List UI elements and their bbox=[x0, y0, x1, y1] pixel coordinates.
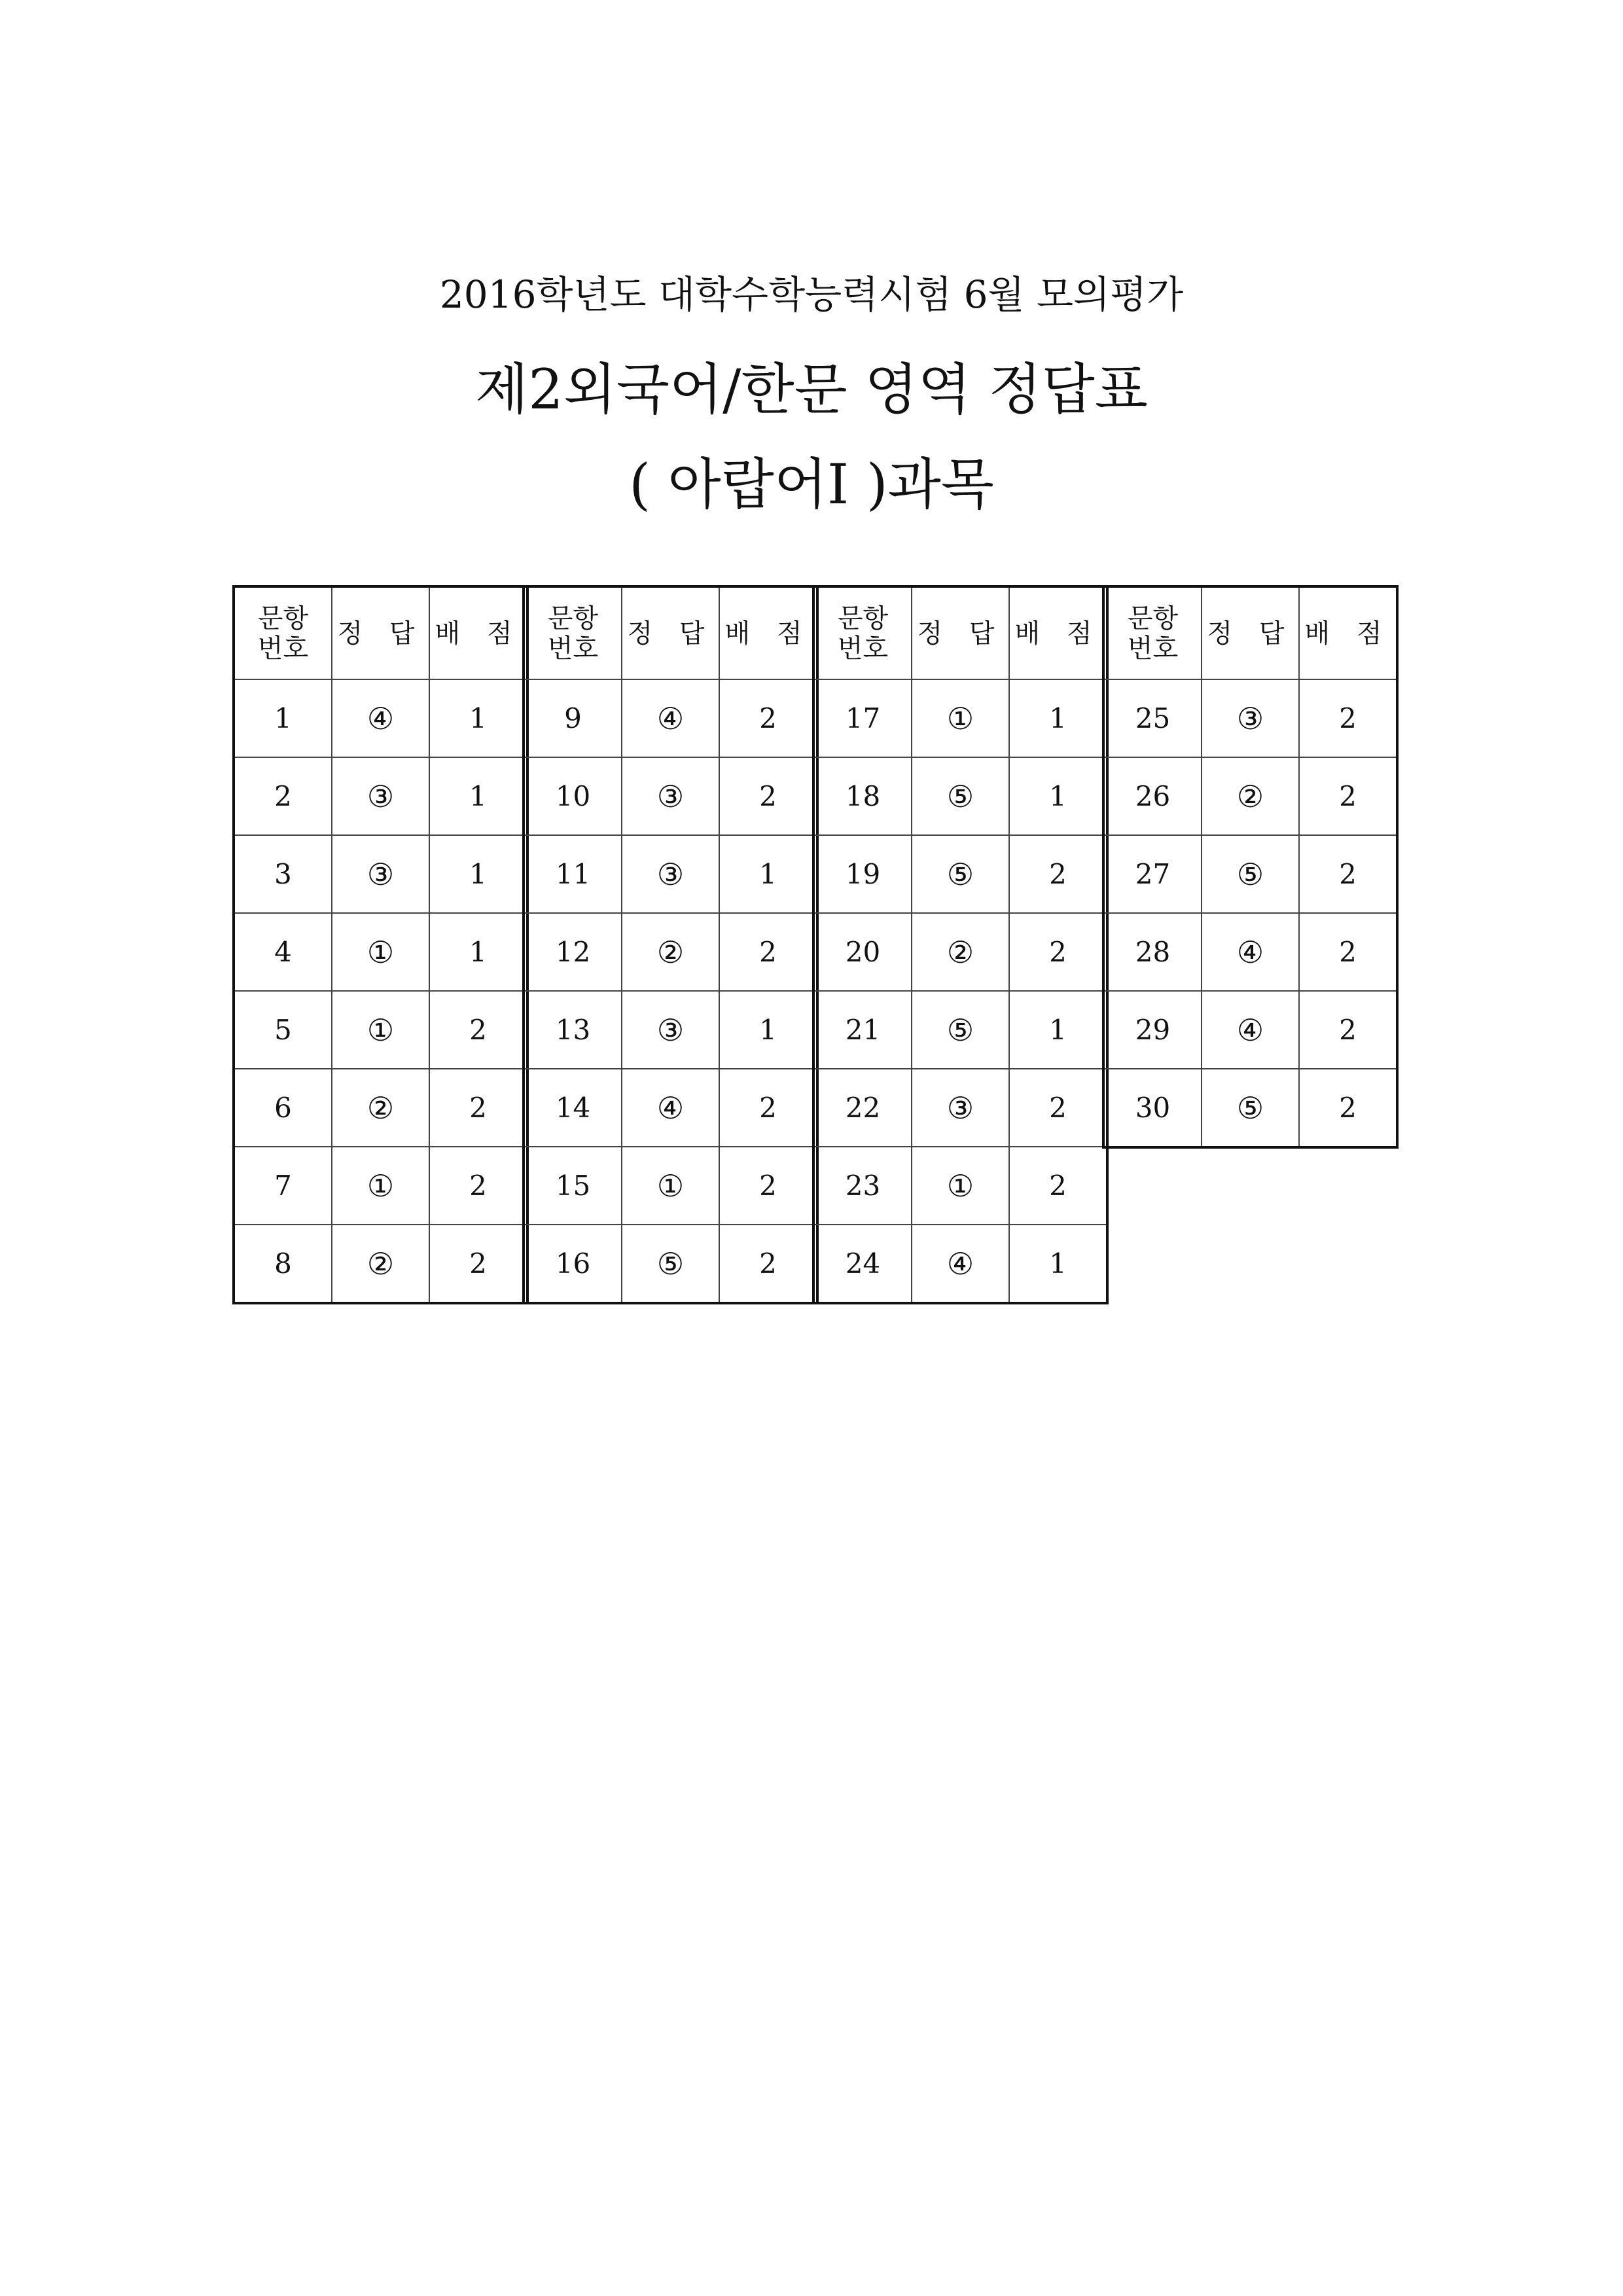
points-cell: 2 bbox=[1299, 679, 1397, 757]
points-cell: 2 bbox=[1299, 991, 1397, 1069]
answer-cell: ① bbox=[332, 913, 429, 991]
question-number-cell: 3 bbox=[234, 835, 332, 913]
question-number-cell: 6 bbox=[234, 1069, 332, 1147]
table-row bbox=[1103, 913, 1397, 991]
answer-cell: ④ bbox=[912, 1225, 1009, 1303]
table-header-row bbox=[1103, 586, 1397, 679]
question-number-cell: 18 bbox=[813, 757, 912, 835]
points-cell: 2 bbox=[719, 913, 817, 991]
header-question-number bbox=[1103, 586, 1202, 679]
answer-cell: ① bbox=[912, 1147, 1009, 1225]
points-cell: 2 bbox=[1009, 1147, 1107, 1225]
question-number-cell: 11 bbox=[524, 835, 622, 913]
header-answer: 정 답 bbox=[912, 586, 1009, 679]
question-number-cell: 14 bbox=[524, 1069, 622, 1147]
question-number-cell: 30 bbox=[1103, 1069, 1202, 1147]
table-row bbox=[524, 1069, 817, 1147]
header-question-number-top: 문항 bbox=[1127, 603, 1179, 634]
subject-title: ( 아랍어Ⅰ )과목 bbox=[629, 452, 994, 516]
table-row bbox=[1103, 835, 1397, 913]
header-points: 배 점 bbox=[719, 586, 817, 679]
question-number-cell: 1 bbox=[234, 679, 332, 757]
table-row bbox=[234, 1069, 527, 1147]
table-row bbox=[813, 913, 1107, 991]
table-header-row bbox=[524, 586, 817, 679]
question-number-cell: 8 bbox=[234, 1225, 332, 1303]
header-points: 배 점 bbox=[429, 586, 527, 679]
points-cell: 2 bbox=[1009, 835, 1107, 913]
points-cell: 2 bbox=[1009, 1069, 1107, 1147]
answer-cell: ⑤ bbox=[1202, 835, 1299, 913]
header-question-number bbox=[813, 586, 912, 679]
question-number-cell: 10 bbox=[524, 757, 622, 835]
table-row bbox=[524, 991, 817, 1069]
question-number-cell: 22 bbox=[813, 1069, 912, 1147]
question-number-cell: 2 bbox=[234, 757, 332, 835]
answer-cell: ① bbox=[622, 1147, 719, 1225]
points-cell: 1 bbox=[429, 835, 527, 913]
table-row bbox=[524, 757, 817, 835]
answer-cell: ⑤ bbox=[912, 835, 1009, 913]
points-cell: 1 bbox=[1009, 991, 1107, 1069]
answer-table-block bbox=[812, 585, 1109, 1304]
points-cell: 2 bbox=[719, 1069, 817, 1147]
table-row bbox=[813, 679, 1107, 757]
header-question-number-bottom: 번호 bbox=[837, 633, 889, 664]
question-number-cell: 23 bbox=[813, 1147, 912, 1225]
header-question-number-bottom: 번호 bbox=[257, 633, 309, 664]
points-cell: 2 bbox=[719, 757, 817, 835]
header-points: 배 점 bbox=[1009, 586, 1107, 679]
header-question-number-bottom: 번호 bbox=[547, 633, 599, 664]
header-answer: 정 답 bbox=[332, 586, 429, 679]
answer-cell: ① bbox=[332, 991, 429, 1069]
table-row bbox=[524, 835, 817, 913]
header-question-number-top: 문항 bbox=[837, 603, 889, 634]
table-row bbox=[1103, 1069, 1397, 1147]
question-number-cell: 13 bbox=[524, 991, 622, 1069]
answer-cell: ④ bbox=[622, 1069, 719, 1147]
answer-cell: ② bbox=[912, 913, 1009, 991]
points-cell: 1 bbox=[429, 913, 527, 991]
table-row bbox=[813, 1147, 1107, 1225]
points-cell: 1 bbox=[1009, 1225, 1107, 1303]
answer-cell: ③ bbox=[622, 757, 719, 835]
table-row bbox=[1103, 757, 1397, 835]
question-number-cell: 25 bbox=[1103, 679, 1202, 757]
answer-cell: ④ bbox=[622, 679, 719, 757]
table-row bbox=[1103, 679, 1397, 757]
table-row bbox=[234, 1225, 527, 1303]
answer-cell: ⑤ bbox=[912, 757, 1009, 835]
points-cell: 2 bbox=[1299, 835, 1397, 913]
points-cell: 2 bbox=[1299, 757, 1397, 835]
header-answer: 정 답 bbox=[622, 586, 719, 679]
answer-cell: ② bbox=[332, 1069, 429, 1147]
header-answer: 정 답 bbox=[1202, 586, 1299, 679]
points-cell: 2 bbox=[429, 1147, 527, 1225]
question-number-cell: 20 bbox=[813, 913, 912, 991]
answer-cell: ④ bbox=[1202, 913, 1299, 991]
table-row bbox=[813, 757, 1107, 835]
table-row bbox=[524, 1225, 817, 1303]
table-row bbox=[234, 913, 527, 991]
answer-cell: ③ bbox=[622, 991, 719, 1069]
question-number-cell: 16 bbox=[524, 1225, 622, 1303]
table-row bbox=[813, 835, 1107, 913]
question-number-cell: 7 bbox=[234, 1147, 332, 1225]
table-row bbox=[813, 991, 1107, 1069]
question-number-cell: 15 bbox=[524, 1147, 622, 1225]
points-cell: 1 bbox=[1009, 679, 1107, 757]
points-cell: 1 bbox=[429, 757, 527, 835]
question-number-cell: 29 bbox=[1103, 991, 1202, 1069]
points-cell: 1 bbox=[719, 991, 817, 1069]
question-number-cell: 24 bbox=[813, 1225, 912, 1303]
points-cell: 2 bbox=[719, 679, 817, 757]
points-cell: 1 bbox=[1009, 757, 1107, 835]
exam-title: 2016학년도 대학수학능력시험 6월 모의평가 bbox=[439, 272, 1184, 317]
points-cell: 2 bbox=[429, 991, 527, 1069]
answer-cell: ⑤ bbox=[1202, 1069, 1299, 1147]
answer-cell: ⑤ bbox=[912, 991, 1009, 1069]
table-row bbox=[234, 1147, 527, 1225]
answer-cell: ② bbox=[332, 1225, 429, 1303]
answer-cell: ③ bbox=[332, 757, 429, 835]
question-number-cell: 21 bbox=[813, 991, 912, 1069]
question-number-cell: 4 bbox=[234, 913, 332, 991]
question-number-cell: 5 bbox=[234, 991, 332, 1069]
header-question-number-bottom: 번호 bbox=[1127, 633, 1179, 664]
points-cell: 1 bbox=[429, 679, 527, 757]
answer-cell: ② bbox=[1202, 757, 1299, 835]
question-number-cell: 28 bbox=[1103, 913, 1202, 991]
answer-cell: ① bbox=[332, 1147, 429, 1225]
question-number-cell: 19 bbox=[813, 835, 912, 913]
points-cell: 2 bbox=[719, 1147, 817, 1225]
table-row bbox=[524, 1147, 817, 1225]
question-number-cell: 27 bbox=[1103, 835, 1202, 913]
table-row bbox=[234, 835, 527, 913]
answer-cell: ④ bbox=[1202, 991, 1299, 1069]
header-question-number-top: 문항 bbox=[547, 603, 599, 634]
answer-table-block bbox=[232, 585, 529, 1304]
answer-cell: ⑤ bbox=[622, 1225, 719, 1303]
question-number-cell: 9 bbox=[524, 679, 622, 757]
answer-table-block bbox=[1102, 585, 1399, 1149]
points-cell: 2 bbox=[429, 1225, 527, 1303]
question-number-cell: 17 bbox=[813, 679, 912, 757]
table-row bbox=[1103, 991, 1397, 1069]
table-row bbox=[813, 1069, 1107, 1147]
points-cell: 2 bbox=[1299, 1069, 1397, 1147]
header-question-number bbox=[234, 586, 332, 679]
answer-cell: ③ bbox=[622, 835, 719, 913]
answer-cell: ② bbox=[622, 913, 719, 991]
answer-cell: ③ bbox=[332, 835, 429, 913]
table-row bbox=[234, 991, 527, 1069]
points-cell: 1 bbox=[719, 835, 817, 913]
points-cell: 2 bbox=[429, 1069, 527, 1147]
table-header-row bbox=[813, 586, 1107, 679]
question-number-cell: 12 bbox=[524, 913, 622, 991]
table-row bbox=[234, 679, 527, 757]
answer-cell: ① bbox=[912, 679, 1009, 757]
table-row bbox=[234, 757, 527, 835]
answer-table-block bbox=[522, 585, 819, 1304]
table-row bbox=[813, 1225, 1107, 1303]
table-row bbox=[524, 679, 817, 757]
points-cell: 2 bbox=[1009, 913, 1107, 991]
answer-key-title: 제2외국어/한문 영역 정답표 bbox=[475, 357, 1148, 422]
points-cell: 2 bbox=[719, 1225, 817, 1303]
question-number-cell: 26 bbox=[1103, 757, 1202, 835]
table-header-row bbox=[234, 586, 527, 679]
answer-cell: ③ bbox=[1202, 679, 1299, 757]
answer-cell: ④ bbox=[332, 679, 429, 757]
header-question-number-top: 문항 bbox=[257, 603, 309, 634]
points-cell: 2 bbox=[1299, 913, 1397, 991]
answer-cell: ③ bbox=[912, 1069, 1009, 1147]
header-points: 배 점 bbox=[1299, 586, 1397, 679]
header-question-number bbox=[524, 586, 622, 679]
table-row bbox=[524, 913, 817, 991]
